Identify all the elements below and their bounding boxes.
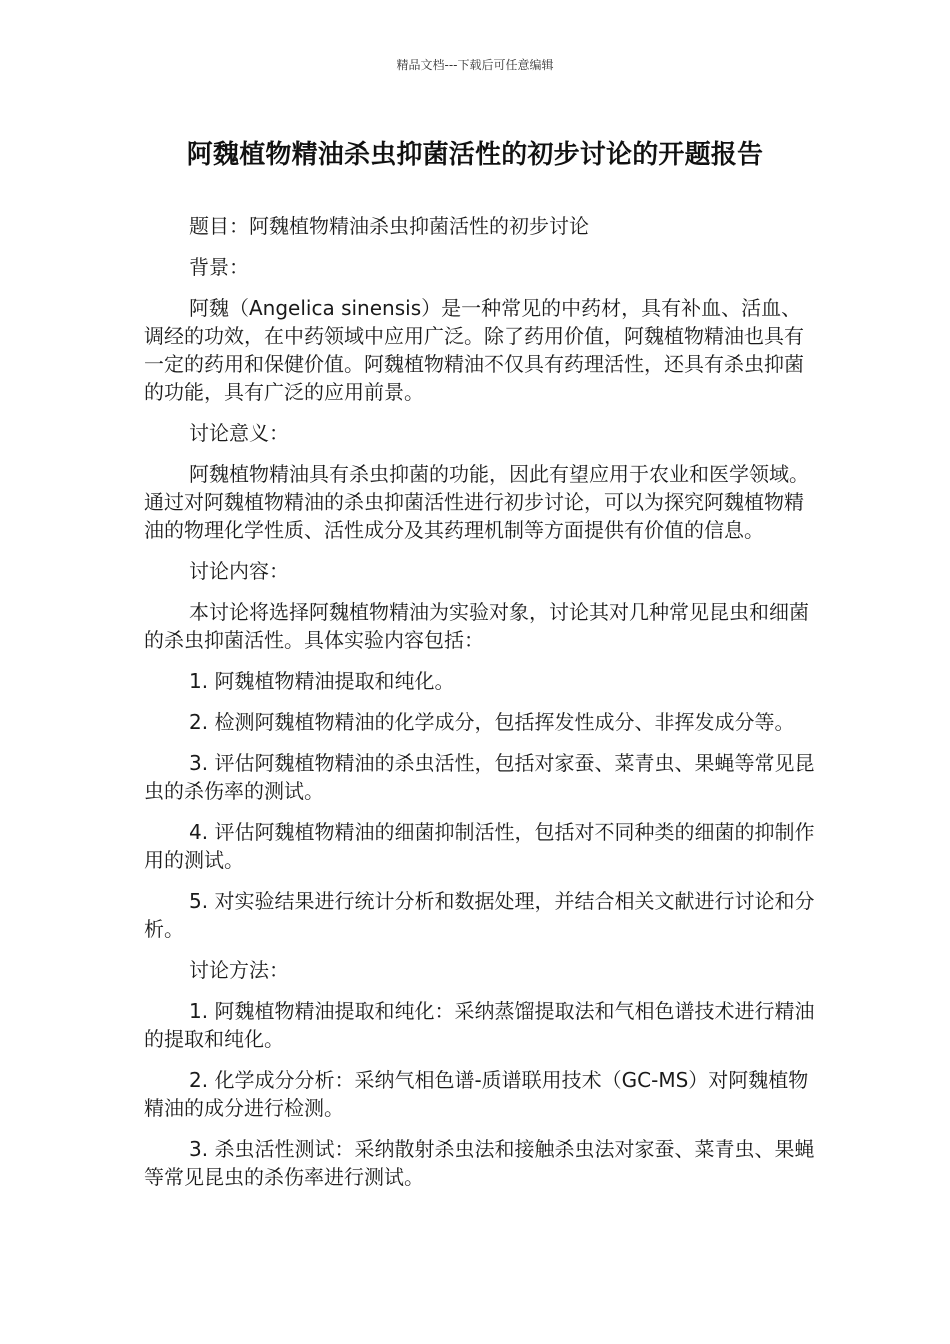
background-paragraph: 阿魏（Angelica sinensis）是一种常见的中药材，具有补血、活血、调经的功效，在中药领域中应用广泛。除了药用价值，阿魏植物精油也具有一定的药用和保健价值。阿魏植物精油不仅具有药理活性，还具有杀虫抑菌的功能，具有广泛的应用前景。 <box>144 296 804 404</box>
background-heading: 背景： <box>189 255 249 279</box>
methods-list-item: 1. 阿魏植物精油提取和纯化：采纳蒸馏提取法和气相色谱技术进行精油的提取和纯化。 <box>144 999 815 1051</box>
methods-heading: 讨论方法： <box>189 958 289 982</box>
content-list-item: 1. 阿魏植物精油提取和纯化。 <box>189 669 455 693</box>
content-list-item: 4. 评估阿魏植物精油的细菌抑制活性，包括对不同种类的细菌的抑制作用的测试。 <box>144 820 815 872</box>
significance-heading: 讨论意义： <box>189 421 289 445</box>
content-heading: 讨论内容： <box>189 559 289 583</box>
document-body <box>144 212 820 1204</box>
page-header-note: 精品文档---下载后可任意编辑 <box>396 58 554 72</box>
methods-list-item: 3. 杀虫活性测试：采纳散射杀虫法和接触杀虫法对家蚕、菜青虫、果蝇等常见昆虫的杀伤率进行测试。 <box>144 1137 815 1189</box>
topic-line: 题目：阿魏植物精油杀虫抑菌活性的初步讨论 <box>189 214 589 238</box>
content-paragraph: 本讨论将选择阿魏植物精油为实验对象，讨论其对几种常见昆虫和细菌的杀虫抑菌活性。具体实验内容包括： <box>144 600 809 652</box>
methods-list-item: 2. 化学成分分析：采纳气相色谱-质谱联用技术（GC-MS）对阿魏植物精油的成分进行检测。 <box>144 1068 809 1120</box>
content-list-item: 2. 检测阿魏植物精油的化学成分，包括挥发性成分、非挥发成分等。 <box>189 710 795 734</box>
significance-paragraph: 阿魏植物精油具有杀虫抑菌的功能，因此有望应用于农业和医学领域。通过对阿魏植物精油的杀虫抑菌活性进行初步讨论，可以为探究阿魏植物精油的物理化学性质、活性成分及其药理机制等方面提供有价值的信息。 <box>144 462 809 542</box>
content-list-item: 3. 评估阿魏植物精油的杀虫活性，包括对家蚕、菜青虫、果蝇等常见昆虫的杀伤率的测试。 <box>144 751 815 803</box>
document-title: 阿魏植物精油杀虫抑菌活性的初步讨论的开题报告 <box>186 140 764 170</box>
content-list-item: 5. 对实验结果进行统计分析和数据处理，并结合相关文献进行讨论和分析。 <box>144 889 815 941</box>
